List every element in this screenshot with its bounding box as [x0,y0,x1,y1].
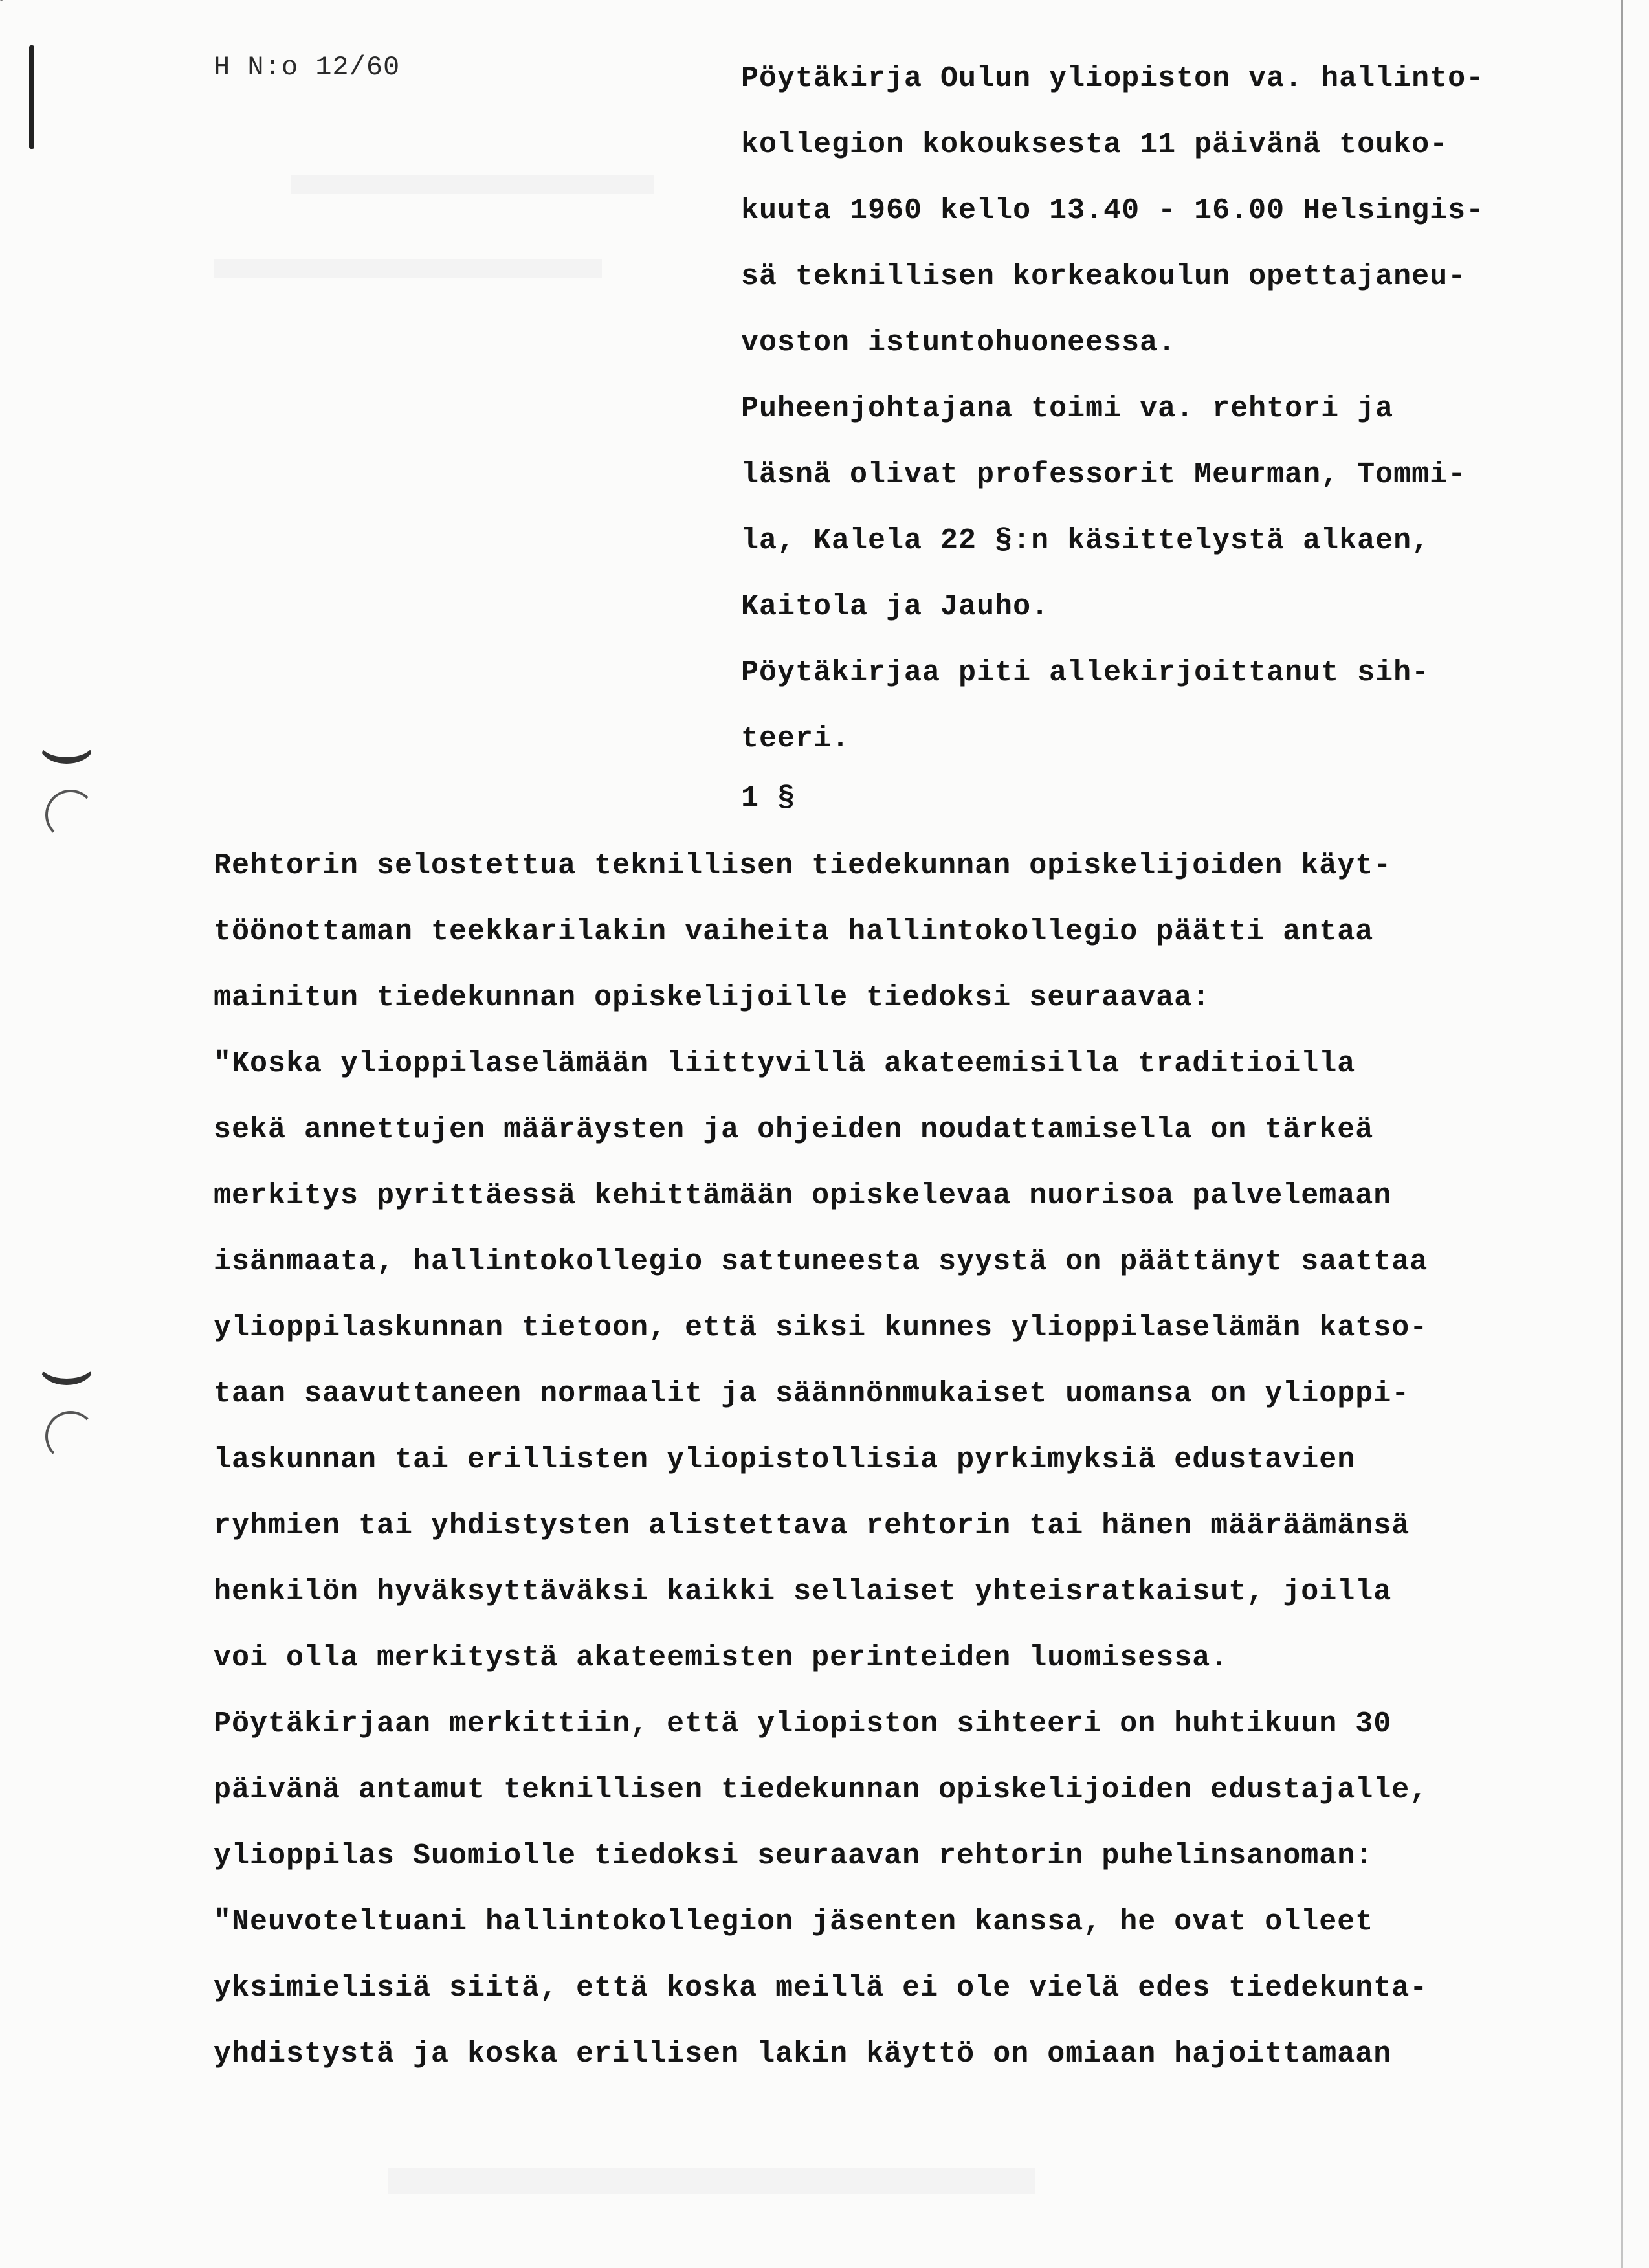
body-line: töönottaman teekkarilakin vaiheita hallintokollegio päätti antaa [214,915,1374,948]
bleed-through-smudge [291,175,654,194]
header-line: Pöytäkirja Oulun yliopiston va. hallinto- [741,62,1485,95]
body-line: mainitun tiedekunnan opiskelijoille tiedoksi seuraavaa: [214,981,1211,1014]
punch-hole-top [45,790,96,840]
body-line: voi olla merkitystä akateemisten perinteiden luomisessa. [214,1641,1229,1674]
document-reference-number: H N:o 12/60 [214,52,401,83]
body-line: isänmaata, hallintokollegio sattuneesta syystä on päättänyt saattaa [214,1245,1428,1278]
body-line: "Koska ylioppilaselämään liittyvillä akateemisilla traditioilla [214,1047,1356,1080]
punch-hole-bottom-shadow [39,1346,94,1385]
header-line: Pöytäkirjaa piti allekirjoittanut sih- [741,656,1430,689]
bleed-through-smudge [214,259,602,278]
punch-hole-top-shadow [39,725,94,764]
header-line: Kaitola ja Jauho. [741,590,1050,623]
header-line: la, Kalela 22 §:n käsittelystä alkaen, [741,524,1430,557]
section-mark: 1 § [741,782,796,815]
binder-edge-mark [29,45,34,149]
header-line: kollegion kokouksesta 11 päivänä touko- [741,128,1448,161]
header-line: sä teknillisen korkeakoulun opettajaneu- [741,260,1466,293]
bleed-through-smudge [388,2168,1035,2194]
body-line: ylioppilas Suomiolle tiedoksi seuraavan rehtorin puhelinsanoman: [214,1840,1374,1873]
body-line: taan saavuttaneen normaalit ja säännönmukaiset uomansa on ylioppi- [214,1377,1410,1410]
header-line: kuuta 1960 kello 13.40 - 16.00 Helsingis- [741,194,1485,227]
header-line: teeri. [741,722,850,755]
body-line: Rehtorin selostettua teknillisen tiedekunnan opiskelijoiden käyt- [214,849,1392,882]
body-line: Pöytäkirjaan merkittiin, että yliopiston sihteeri on huhtikuun 30 [214,1707,1392,1740]
page-corner-mark [0,0,38,19]
body-line: päivänä antamut teknillisen tiedekunnan opiskelijoiden edustajalle, [214,1773,1428,1807]
punch-hole-bottom [45,1411,96,1462]
body-line: laskunnan tai erillisten yliopistollisia pyrkimyksiä edustavien [214,1443,1356,1476]
header-line: voston istuntohuoneessa. [741,326,1177,359]
body-line: ylioppilaskunnan tietoon, että siksi kunnes ylioppilaselämän katso- [214,1311,1428,1344]
header-line: läsnä olivat professorit Meurman, Tommi- [741,458,1466,491]
body-line: yhdistystä ja koska erillisen lakin käyttö on omiaan hajoittamaan [214,2038,1392,2071]
body-line: yksimielisiä siitä, että koska meillä ei ole vielä edes tiedekunta- [214,1972,1428,2005]
body-line: merkitys pyrittäessä kehittämään opiskelevaa nuorisoa palvelemaan [214,1179,1392,1212]
page-right-edge [1621,0,1623,2268]
body-line: "Neuvoteltuani hallintokollegion jäsenten kanssa, he ovat olleet [214,1906,1374,1939]
header-line: Puheenjohtajana toimi va. rehtori ja [741,392,1394,425]
body-line: ryhmien tai yhdistysten alistettava rehtorin tai hänen määräämänsä [214,1509,1410,1542]
body-line: henkilön hyväksyttäväksi kaikki sellaiset yhteisratkaisut, joilla [214,1575,1392,1608]
body-line: sekä annettujen määräysten ja ohjeiden noudattamisella on tärkeä [214,1113,1374,1146]
